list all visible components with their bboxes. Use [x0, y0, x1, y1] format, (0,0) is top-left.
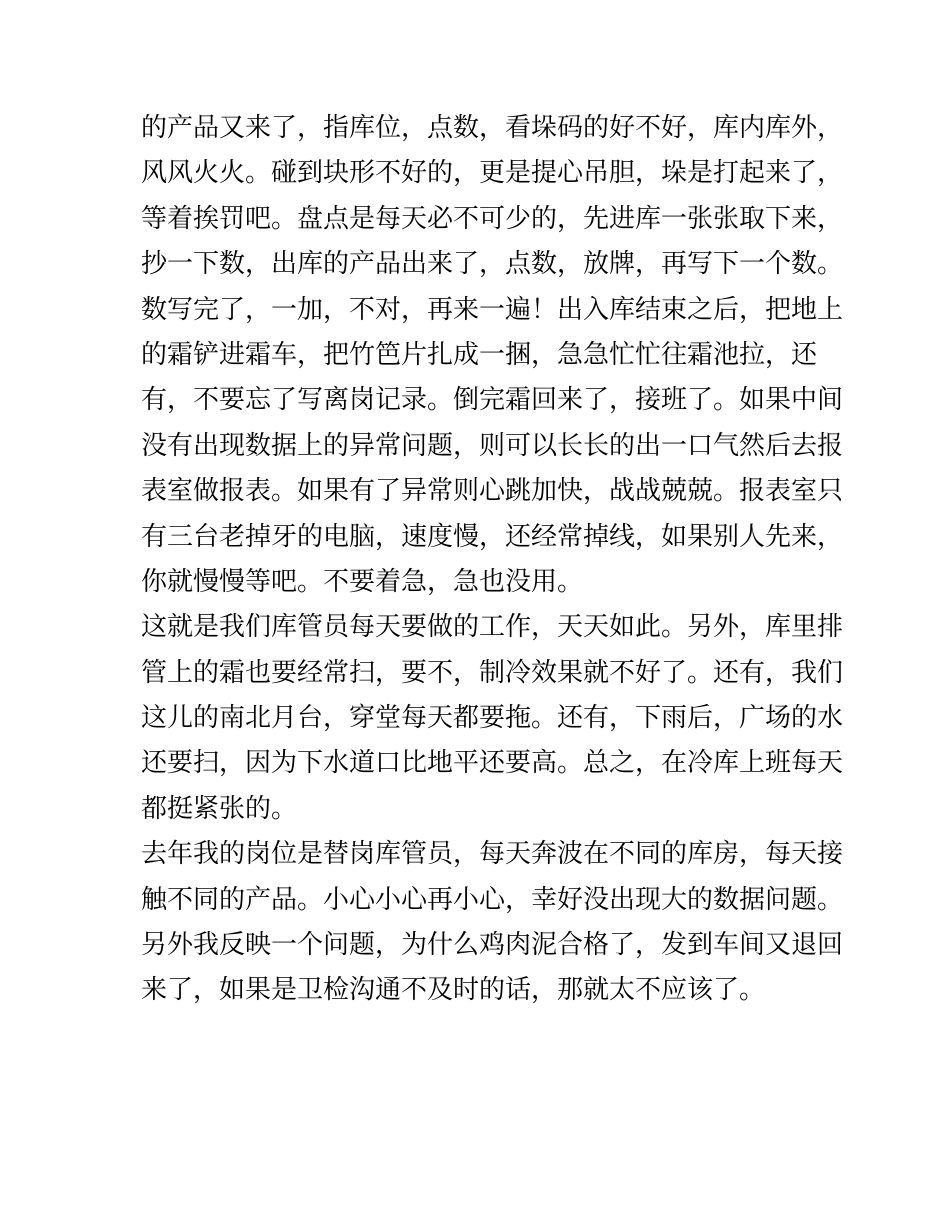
text-line: 有，不要忘了写离岗记录。倒完霜回来了，接班了。如果中间 [141, 385, 844, 416]
body-text [141, 106, 844, 1014]
text-line: 另外我反映一个问题，为什么鸡肉泥合格了，发到车间又退回 [141, 930, 844, 961]
text-line: 这儿的南北月台，穿堂每天都要拖。还有，下雨后，广场的水 [141, 703, 844, 734]
text-line: 数写完了，一加，不对，再来一遍！出入库结束之后，把地上 [141, 294, 844, 325]
text-line: 表室做报表。如果有了异常则心跳加快，战战兢兢。报表室只 [141, 476, 844, 507]
text-line: 触不同的产品。小心小心再小心，幸好没出现大的数据问题。 [141, 884, 844, 915]
text-line: 你就慢慢等吧。不要着急，急也没用。 [141, 566, 584, 597]
text-line: 有三台老掉牙的电脑，速度慢，还经常掉线，如果别人先来， [141, 521, 844, 552]
text-line: 都挺紧张的。 [141, 793, 298, 824]
text-line: 管上的霜也要经常扫，要不，制冷效果就不好了。还有，我们 [141, 657, 844, 688]
text-line: 来了，如果是卫检沟通不及时的话，那就太不应该了。 [141, 975, 766, 1006]
text-line: 去年我的岗位是替岗库管员，每天奔波在不同的库房，每天接 [141, 839, 844, 870]
text-line: 风风火火。碰到块形不好的，更是提心吊胆，垛是打起来了， [141, 158, 844, 189]
text-line: 还要扫，因为下水道口比地平还要高。总之，在冷库上班每天 [141, 748, 844, 779]
text-line: 等着挨罚吧。盘点是每天必不可少的，先进库一张张取下来， [141, 203, 844, 234]
text-line: 的霜铲进霜车，把竹笆片扎成一捆，急急忙忙往霜池拉，还 [141, 339, 818, 370]
text-line: 没有出现数据上的异常问题，则可以长长的出一口气然后去报 [141, 430, 844, 461]
text-line: 的产品又来了，指库位，点数，看垛码的好不好，库内库外， [141, 113, 844, 143]
text-line: 这就是我们库管员每天要做的工作，天天如此。另外，库里排 [141, 612, 844, 643]
text-line: 抄一下数，出库的产品出来了，点数，放牌，再写下一个数。 [141, 249, 844, 280]
